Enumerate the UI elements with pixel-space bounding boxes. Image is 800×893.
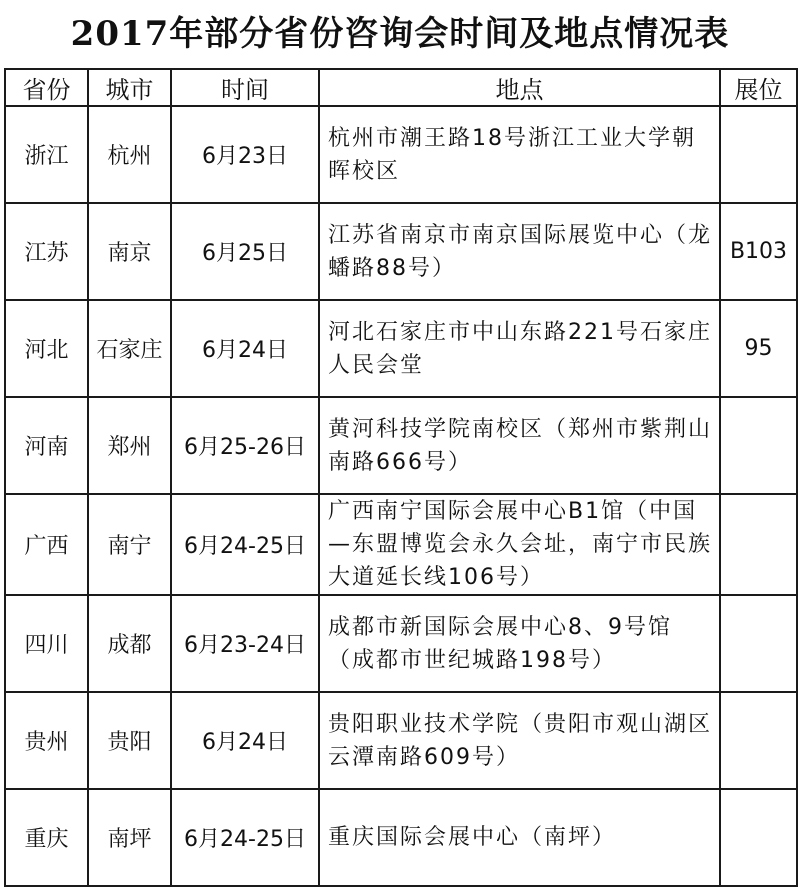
cell-province: 重庆 [5,789,88,886]
cell-city: 郑州 [88,397,171,494]
cell-location: 河北石家庄市中山东路221号石家庄人民会堂 [319,300,720,397]
cell-location: 重庆国际会展中心（南坪） [319,789,720,886]
cell-time: 6月24-25日 [171,789,319,886]
cell-time: 6月24-25日 [171,494,319,595]
header-location: 地点 [319,69,720,106]
header-city: 城市 [88,69,171,106]
cell-booth: 95 [720,300,797,397]
cell-province: 江苏 [5,203,88,300]
cell-booth [720,106,797,203]
header-booth: 展位 [720,69,797,106]
cell-city: 成都 [88,595,171,692]
cell-booth [720,494,797,595]
cell-province: 浙江 [5,106,88,203]
cell-booth [720,789,797,886]
cell-time: 6月25-26日 [171,397,319,494]
cell-booth [720,595,797,692]
cell-booth [720,692,797,789]
table-row [5,494,797,595]
cell-location: 杭州市潮王路18号浙江工业大学朝晖校区 [319,106,720,203]
cell-province: 广西 [5,494,88,595]
cell-time: 6月23-24日 [171,595,319,692]
table-row [5,789,797,886]
table-row [5,203,797,300]
page-title: 2017年部分省份咨询会时间及地点情况表 [70,14,730,54]
cell-location: 江苏省南京市南京国际展览中心（龙蟠路88号） [319,203,720,300]
cell-city: 南坪 [88,789,171,886]
table-row [5,106,797,203]
cell-city: 石家庄 [88,300,171,397]
cell-time: 6月25日 [171,203,319,300]
cell-province: 河南 [5,397,88,494]
cell-time: 6月24日 [171,692,319,789]
header-province: 省份 [5,69,88,106]
cell-location: 广西南宁国际会展中心B1馆（中国—东盟博览会永久会址，南宁市民族大道延长线106号） [319,494,720,595]
cell-city: 南京 [88,203,171,300]
cell-location: 贵阳职业技术学院（贵阳市观山湖区云潭南路609号） [319,692,720,789]
cell-booth: B103 [720,203,797,300]
cell-city: 南宁 [88,494,171,595]
cell-city: 贵阳 [88,692,171,789]
cell-location: 成都市新国际会展中心8、9号馆（成都市世纪城路198号） [319,595,720,692]
cell-booth [720,397,797,494]
cell-province: 贵州 [5,692,88,789]
cell-province: 河北 [5,300,88,397]
header-row [5,69,797,106]
table-row [5,397,797,494]
cell-province: 四川 [5,595,88,692]
cell-city: 杭州 [88,106,171,203]
header-time: 时间 [171,69,319,106]
table-row [5,595,797,692]
table-row [5,300,797,397]
cell-time: 6月23日 [171,106,319,203]
table-row [5,692,797,789]
cell-location: 黄河科技学院南校区（郑州市紫荆山南路666号） [319,397,720,494]
schedule-table [4,68,798,887]
cell-time: 6月24日 [171,300,319,397]
